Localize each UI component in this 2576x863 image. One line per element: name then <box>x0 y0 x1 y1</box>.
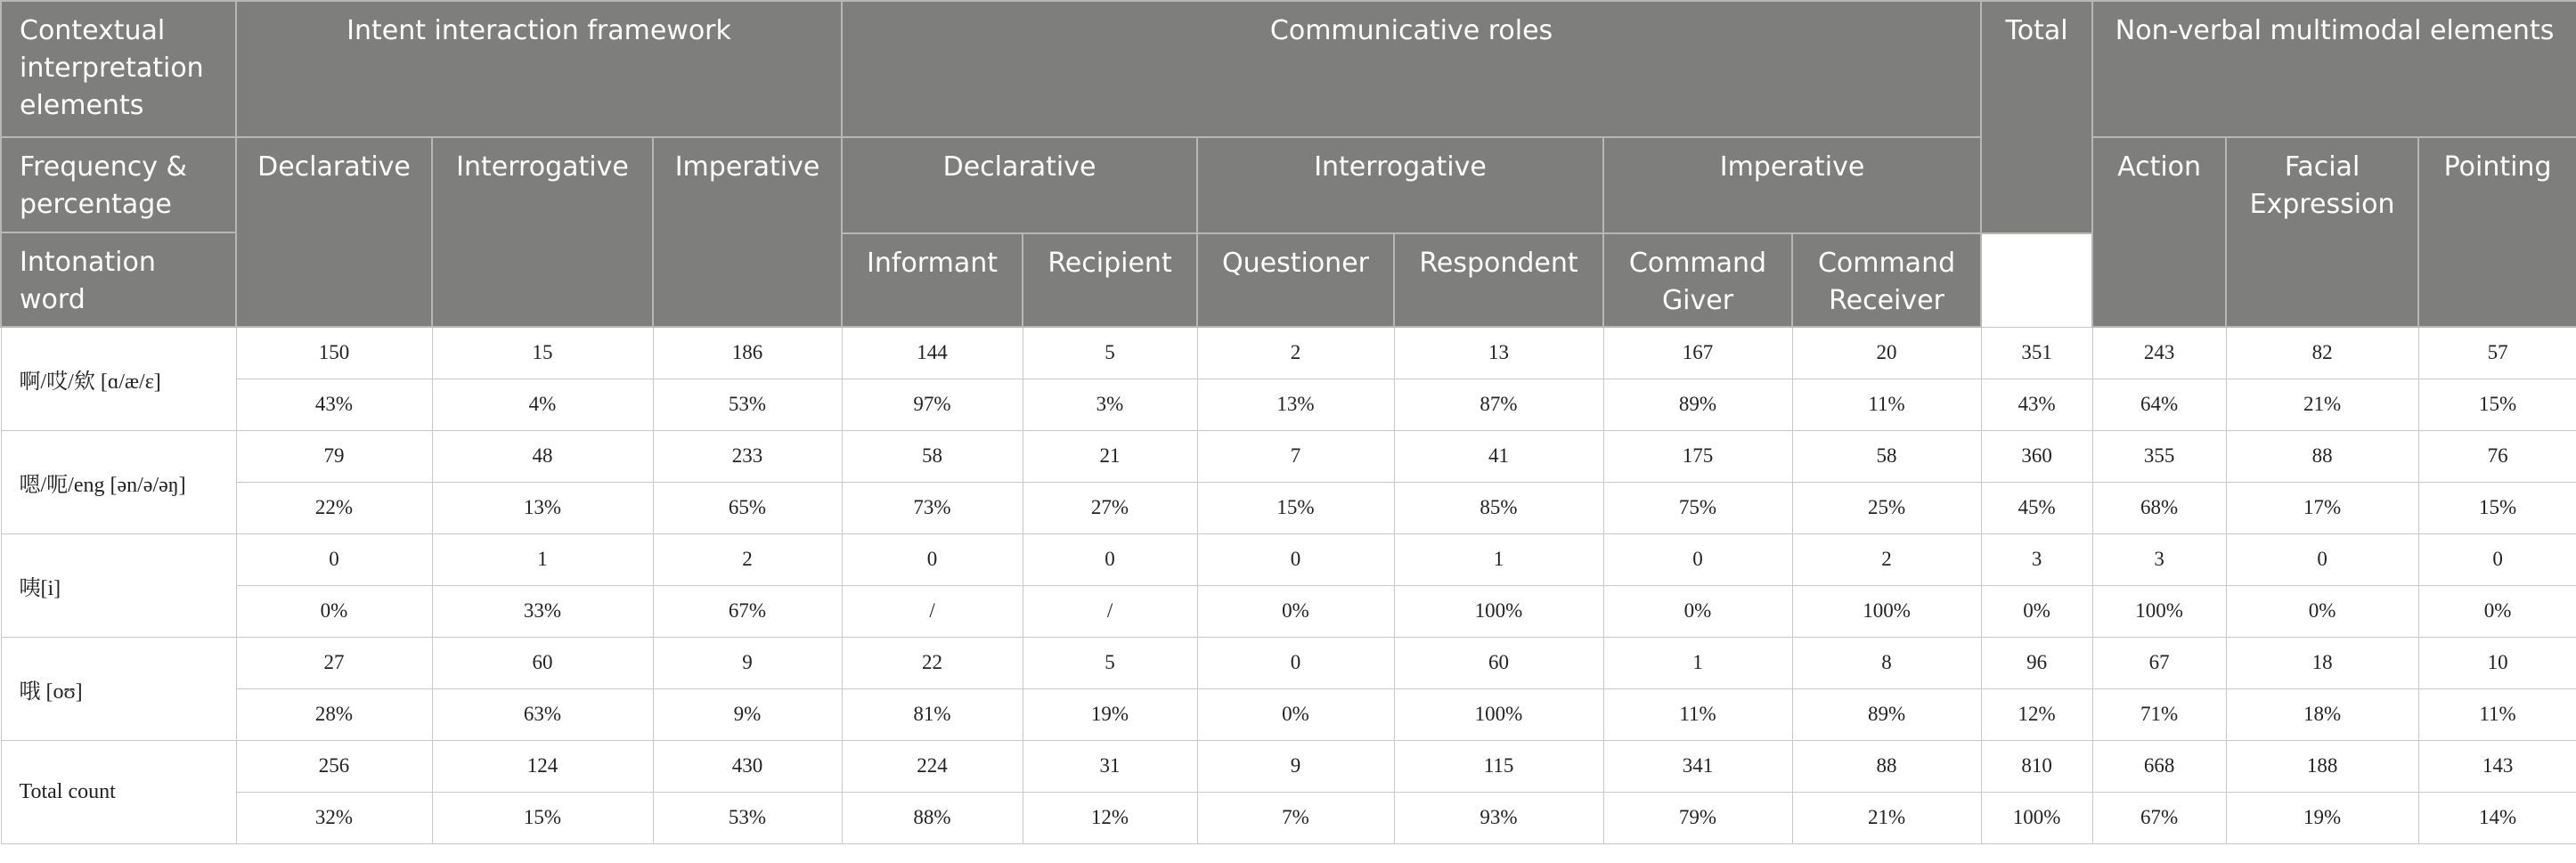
percent-cell: 0% <box>2418 585 2576 637</box>
row-label: 咦[i] <box>1 533 236 637</box>
count-cell: 224 <box>842 740 1023 792</box>
header-intent-framework: Intent interaction framework <box>236 1 842 137</box>
percent-cell: 21% <box>2226 379 2418 430</box>
percent-cell: 0% <box>1197 585 1394 637</box>
percent-cell: 97% <box>842 379 1023 430</box>
percent-cell: 9% <box>653 688 842 740</box>
count-cell: 60 <box>1394 637 1603 688</box>
percent-cell: 67% <box>653 585 842 637</box>
count-cell: 41 <box>1394 430 1603 482</box>
count-cell: 22 <box>842 637 1023 688</box>
count-cell: 57 <box>2418 327 2576 379</box>
header-respondent: Respondent <box>1394 233 1603 327</box>
count-cell: 2 <box>1792 533 1981 585</box>
percent-cell: 67% <box>2092 792 2226 843</box>
table-header <box>1 1 2576 327</box>
count-cell: 167 <box>1603 327 1792 379</box>
count-cell: 88 <box>2226 430 2418 482</box>
percent-cell: 11% <box>1792 379 1981 430</box>
percent-cell: 0% <box>1981 585 2092 637</box>
count-cell: 2 <box>653 533 842 585</box>
count-cell: 48 <box>432 430 653 482</box>
percent-cell: 7% <box>1197 792 1394 843</box>
percent-cell: 43% <box>1981 379 2092 430</box>
table-row-count <box>1 740 2576 792</box>
percent-cell: 93% <box>1394 792 1603 843</box>
percent-cell: 81% <box>842 688 1023 740</box>
count-cell: 0 <box>236 533 432 585</box>
count-cell: 60 <box>432 637 653 688</box>
percent-cell: 0% <box>2226 585 2418 637</box>
percent-cell: 21% <box>1792 792 1981 843</box>
percent-cell: 3% <box>1023 379 1197 430</box>
count-cell: 175 <box>1603 430 1792 482</box>
percent-cell: 100% <box>2092 585 2226 637</box>
count-cell: 124 <box>432 740 653 792</box>
table-row-count <box>1 327 2576 379</box>
header-intent-declarative: Declarative <box>236 137 432 327</box>
count-cell: 0 <box>2418 533 2576 585</box>
header-command-receiver: Command Receiver <box>1792 233 1981 327</box>
percent-cell: 32% <box>236 792 432 843</box>
percent-cell: 18% <box>2226 688 2418 740</box>
percent-cell: 0% <box>236 585 432 637</box>
count-cell: 5 <box>1023 637 1197 688</box>
table-row-count <box>1 533 2576 585</box>
header-intonation-word: Intonation word <box>1 232 236 327</box>
count-cell: 0 <box>1197 533 1394 585</box>
count-cell: 67 <box>2092 637 2226 688</box>
percent-cell: 63% <box>432 688 653 740</box>
percent-cell: 68% <box>2092 482 2226 533</box>
percent-cell: 0% <box>1197 688 1394 740</box>
percent-cell: 100% <box>1394 585 1603 637</box>
table-row-percent <box>1 792 2576 843</box>
count-cell: 150 <box>236 327 432 379</box>
percent-cell: 89% <box>1792 688 1981 740</box>
count-cell: 233 <box>653 430 842 482</box>
header-questioner: Questioner <box>1197 233 1394 327</box>
row-label: 啊/哎/欸 [ɑ/æ/ɛ] <box>1 327 236 430</box>
count-cell: 79 <box>236 430 432 482</box>
count-cell: 21 <box>1023 430 1197 482</box>
percent-cell: 15% <box>432 792 653 843</box>
header-action: Action <box>2092 137 2226 327</box>
count-cell: 3 <box>2092 533 2226 585</box>
percent-cell: 79% <box>1603 792 1792 843</box>
count-cell: 668 <box>2092 740 2226 792</box>
table-row-percent <box>1 482 2576 533</box>
percent-cell: 15% <box>2418 482 2576 533</box>
count-cell: 186 <box>653 327 842 379</box>
count-cell: 96 <box>1981 637 2092 688</box>
count-cell: 351 <box>1981 327 2092 379</box>
count-cell: 0 <box>842 533 1023 585</box>
count-cell: 430 <box>653 740 842 792</box>
percent-cell: 28% <box>236 688 432 740</box>
percent-cell: 71% <box>2092 688 2226 740</box>
percent-cell: 33% <box>432 585 653 637</box>
count-cell: 0 <box>1197 637 1394 688</box>
count-cell: 341 <box>1603 740 1792 792</box>
percent-cell: 100% <box>1394 688 1603 740</box>
row-label: 哦 [oʊ] <box>1 637 236 740</box>
table-row-percent <box>1 688 2576 740</box>
percent-cell: 13% <box>1197 379 1394 430</box>
count-cell: 58 <box>842 430 1023 482</box>
percent-cell: / <box>1023 585 1197 637</box>
table-row-count <box>1 637 2576 688</box>
count-cell: 8 <box>1792 637 1981 688</box>
count-cell: 115 <box>1394 740 1603 792</box>
percent-cell: 25% <box>1792 482 1981 533</box>
count-cell: 82 <box>2226 327 2418 379</box>
count-cell: 243 <box>2092 327 2226 379</box>
percent-cell: 4% <box>432 379 653 430</box>
table-row-percent <box>1 379 2576 430</box>
count-cell: 188 <box>2226 740 2418 792</box>
count-cell: 360 <box>1981 430 2092 482</box>
header-intent-imperative: Imperative <box>653 137 842 327</box>
percent-cell: 27% <box>1023 482 1197 533</box>
row-label: Total count <box>1 740 236 843</box>
percent-cell: 0% <box>1603 585 1792 637</box>
table-body <box>1 327 2576 843</box>
header-pointing: Pointing <box>2418 137 2576 327</box>
percent-cell: 87% <box>1394 379 1603 430</box>
percent-cell: 64% <box>2092 379 2226 430</box>
header-frequency-percentage: Frequency & percentage <box>1 137 236 232</box>
percent-cell: 11% <box>1603 688 1792 740</box>
count-cell: 76 <box>2418 430 2576 482</box>
percent-cell: 65% <box>653 482 842 533</box>
count-cell: 20 <box>1792 327 1981 379</box>
count-cell: 0 <box>1023 533 1197 585</box>
percent-cell: 11% <box>2418 688 2576 740</box>
count-cell: 1 <box>1394 533 1603 585</box>
percent-cell: 75% <box>1603 482 1792 533</box>
percent-cell: 73% <box>842 482 1023 533</box>
count-cell: 18 <box>2226 637 2418 688</box>
count-cell: 88 <box>1792 740 1981 792</box>
count-cell: 10 <box>2418 637 2576 688</box>
percent-cell: 45% <box>1981 482 2092 533</box>
header-nonverbal: Non-verbal multimodal elements <box>2092 1 2576 137</box>
table-row-percent <box>1 585 2576 637</box>
header-intent-interrogative: Interrogative <box>432 137 653 327</box>
count-cell: 13 <box>1394 327 1603 379</box>
count-cell: 15 <box>432 327 653 379</box>
header-informant: Informant <box>842 233 1023 327</box>
header-total: Total <box>1981 1 2092 233</box>
percent-cell: 100% <box>1792 585 1981 637</box>
count-cell: 7 <box>1197 430 1394 482</box>
header-role-imperative: Imperative <box>1603 137 1981 233</box>
percent-cell: 53% <box>653 379 842 430</box>
header-command-giver: Command Giver <box>1603 233 1792 327</box>
percent-cell: 17% <box>2226 482 2418 533</box>
count-cell: 2 <box>1197 327 1394 379</box>
row-label: 嗯/呃/eng [ən/ə/əŋ] <box>1 430 236 533</box>
count-cell: 31 <box>1023 740 1197 792</box>
percent-cell: / <box>842 585 1023 637</box>
percent-cell: 12% <box>1023 792 1197 843</box>
count-cell: 9 <box>653 637 842 688</box>
count-cell: 27 <box>236 637 432 688</box>
count-cell: 0 <box>1603 533 1792 585</box>
percent-cell: 19% <box>1023 688 1197 740</box>
percent-cell: 14% <box>2418 792 2576 843</box>
header-communicative-roles: Communicative roles <box>842 1 1981 137</box>
header-facial-expression: Facial Expression <box>2226 137 2418 327</box>
percent-cell: 15% <box>1197 482 1394 533</box>
header-role-interrogative: Interrogative <box>1197 137 1603 233</box>
count-cell: 144 <box>842 327 1023 379</box>
percent-cell: 13% <box>432 482 653 533</box>
percent-cell: 12% <box>1981 688 2092 740</box>
count-cell: 1 <box>1603 637 1792 688</box>
percent-cell: 53% <box>653 792 842 843</box>
count-cell: 58 <box>1792 430 1981 482</box>
count-cell: 0 <box>2226 533 2418 585</box>
count-cell: 5 <box>1023 327 1197 379</box>
percent-cell: 22% <box>236 482 432 533</box>
percent-cell: 85% <box>1394 482 1603 533</box>
count-cell: 143 <box>2418 740 2576 792</box>
percent-cell: 88% <box>842 792 1023 843</box>
count-cell: 3 <box>1981 533 2092 585</box>
header-contextual-elements: Contextual interpretation elements <box>1 1 236 137</box>
percent-cell: 89% <box>1603 379 1792 430</box>
percent-cell: 43% <box>236 379 432 430</box>
count-cell: 256 <box>236 740 432 792</box>
count-cell: 810 <box>1981 740 2092 792</box>
count-cell: 355 <box>2092 430 2226 482</box>
header-role-declarative: Declarative <box>842 137 1197 233</box>
percent-cell: 19% <box>2226 792 2418 843</box>
percent-cell: 100% <box>1981 792 2092 843</box>
table-row-count <box>1 430 2576 482</box>
count-cell: 9 <box>1197 740 1394 792</box>
percent-cell: 15% <box>2418 379 2576 430</box>
count-cell: 1 <box>432 533 653 585</box>
header-recipient: Recipient <box>1023 233 1197 327</box>
